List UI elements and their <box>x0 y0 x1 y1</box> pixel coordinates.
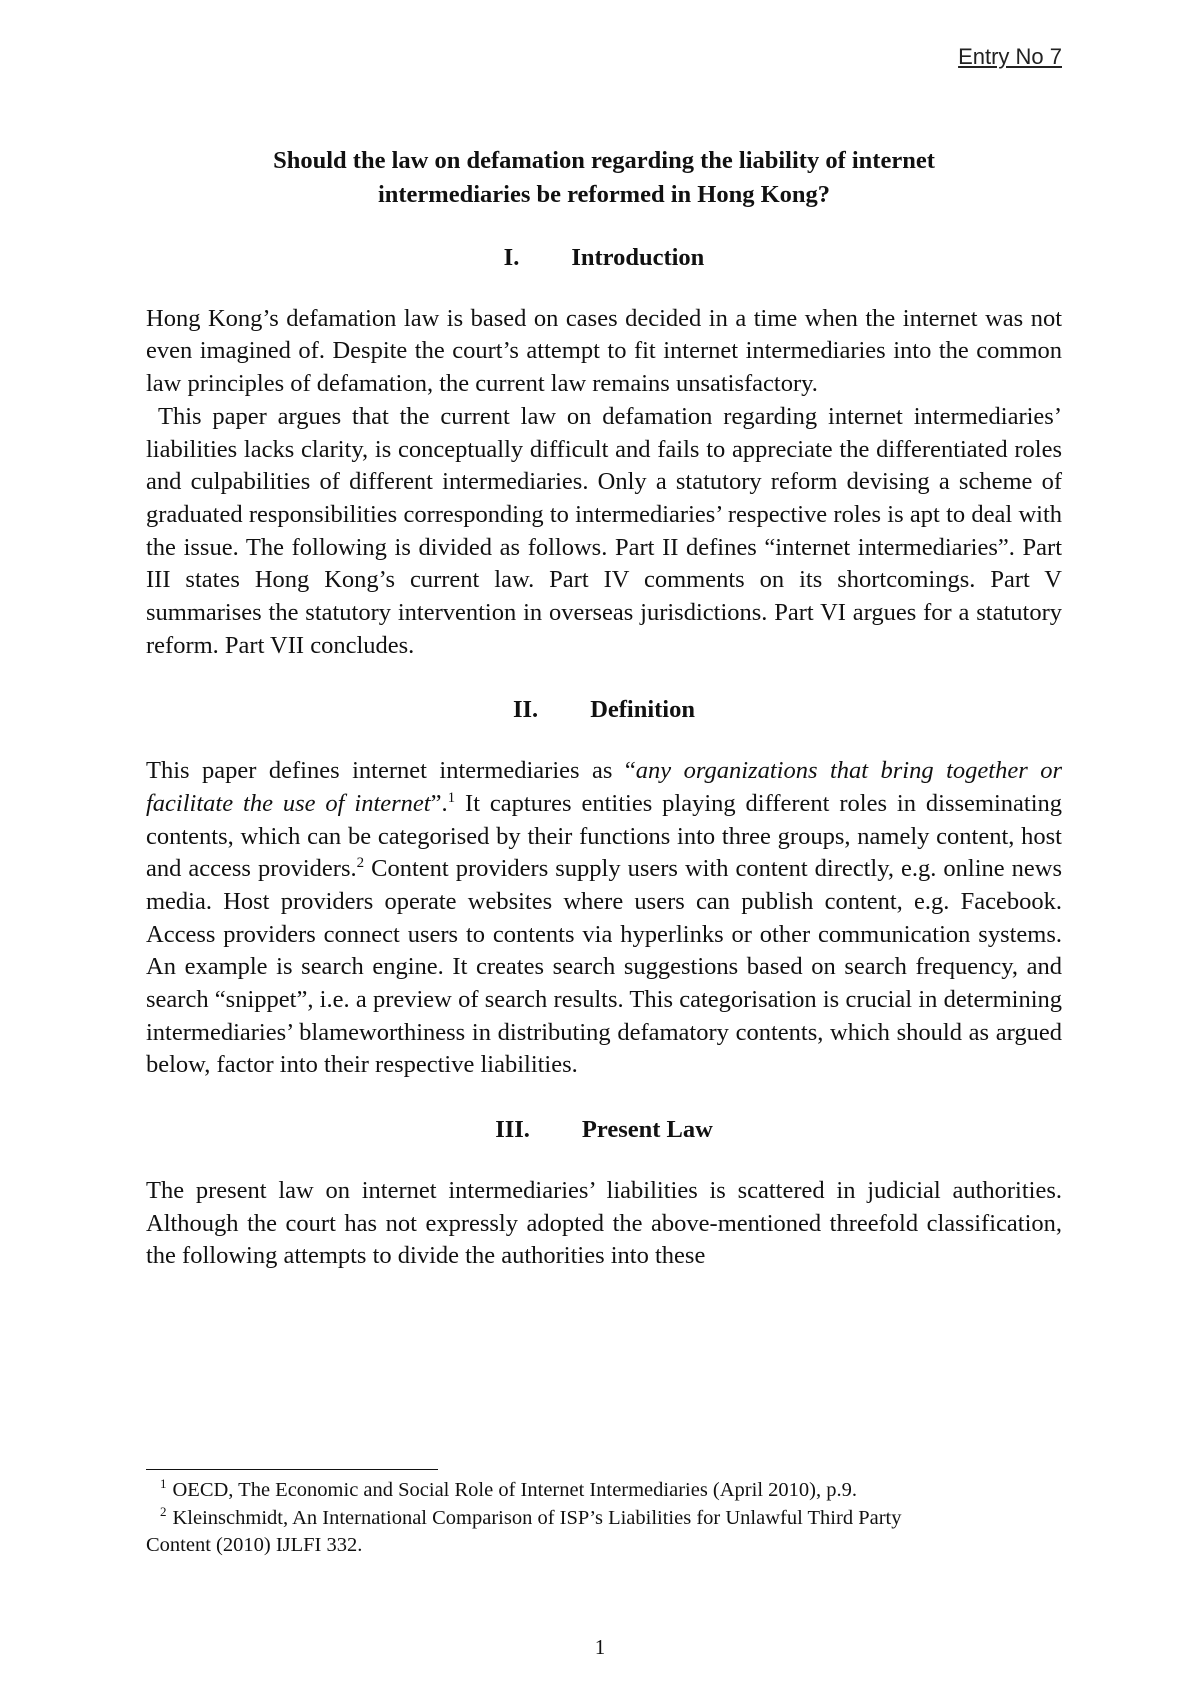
section-heading-introduction <box>146 242 1062 275</box>
intro-paragraph-2: This paper argues that the current law on defamation regarding internet intermediaries’ liabilities lacks clarity, is conceptually difficult and fails to appreciate the differentiated roles and culpabilities of different intermediaries. Only a statutory reform devising a scheme of graduated responsibilities corresponding to intermediaries’ respective roles is apt to deal with the issue. The following is divided as follows. Part II defines “internet intermediaries”. Part III states Hong Kong’s current law. Part IV comments on its shortcomings. Part V summarises the statutory intervention in overseas jurisdictions. Part VI argues for a statutory reform. Part VII concludes. <box>146 402 1062 659</box>
definition-text-mid: It captures entities playing different roles in disseminating contents, which can be categorised by their functions into three groups, namely content, host and access providers. <box>146 789 1062 883</box>
section-number: II. <box>512 696 539 724</box>
footnote-text: OECD, The Economic and Social Role of Internet Intermediaries (April 2010), p.9. <box>172 1479 857 1501</box>
footnote-1 <box>146 1477 1062 1505</box>
section-heading-present-law <box>146 1114 1062 1147</box>
footnote-number: 2 <box>160 1503 167 1519</box>
main-content <box>146 144 1062 1273</box>
section-heading-definition <box>146 694 1062 727</box>
section-title: Present Law <box>581 1116 713 1144</box>
footnote-text: Kleinschmidt, An International Comparison of ISP’s Liabilities for Unlawful Third Party <box>172 1506 902 1529</box>
footnote-number: 1 <box>160 1476 167 1492</box>
footnote-separator <box>146 1469 438 1470</box>
entry-number: Entry No 7 <box>958 44 1062 69</box>
definition-text-end: Content providers supply users with content directly, e.g. online news media. Host providers operate websites where users can publish content, e.g. Facebook. Access providers connect users to contents via hyperlinks or other communication systems. An example is search engine. It creates search suggestions based on search frequency, and search “snippet”, i.e. a preview of search results. This categorisation is crucial in determining intermediaries’ blameworthiness in distributing defamatory contents, which should as argued below, factor into their respective liabilities. <box>146 855 1062 1079</box>
section-title: Introduction <box>571 244 705 271</box>
definition-quote-close: ”. <box>430 789 448 817</box>
intro-paragraph-1: Hong Kong’s defamation law is based on cases decided in a time when the internet was not even imagined of. Despite the court’s attempt to fit internet intermediaries into the common law principles of defamation, the current law remains unsatisfactory. <box>146 304 1062 398</box>
page-number: 1 <box>594 1635 606 1659</box>
section-title: Definition <box>590 696 695 724</box>
definition-quote: any organizations that bring together or facilitate the use of internet <box>146 757 1062 817</box>
section-number: III. <box>495 1116 530 1144</box>
definition-text-start: This paper defines internet intermediaries as “ <box>146 757 636 785</box>
title-line-2: intermediaries be reformed in Hong Kong? <box>377 181 831 208</box>
section-number: I. <box>503 244 520 271</box>
footnote-ref-2[interactable]: 2 <box>356 855 365 872</box>
footnote-2 <box>146 1505 1062 1533</box>
footnote-2-continuation: Content (2010) IJLFI 332. <box>146 1534 363 1556</box>
present-law-paragraph: The present law on internet intermediaries’ liabilities is scattered in judicial authorities. Although the court has not expressly adopted the above-mentioned threefold classification, the following attempts to divide the authorities into these <box>146 1176 1062 1270</box>
definition-paragraph <box>146 755 1062 1082</box>
title-line-1: Should the law on defamation regarding the liability of internet <box>273 147 935 174</box>
footnote-ref-1[interactable]: 1 <box>447 789 456 806</box>
document-title <box>146 144 1062 212</box>
footnotes <box>146 1477 1062 1560</box>
